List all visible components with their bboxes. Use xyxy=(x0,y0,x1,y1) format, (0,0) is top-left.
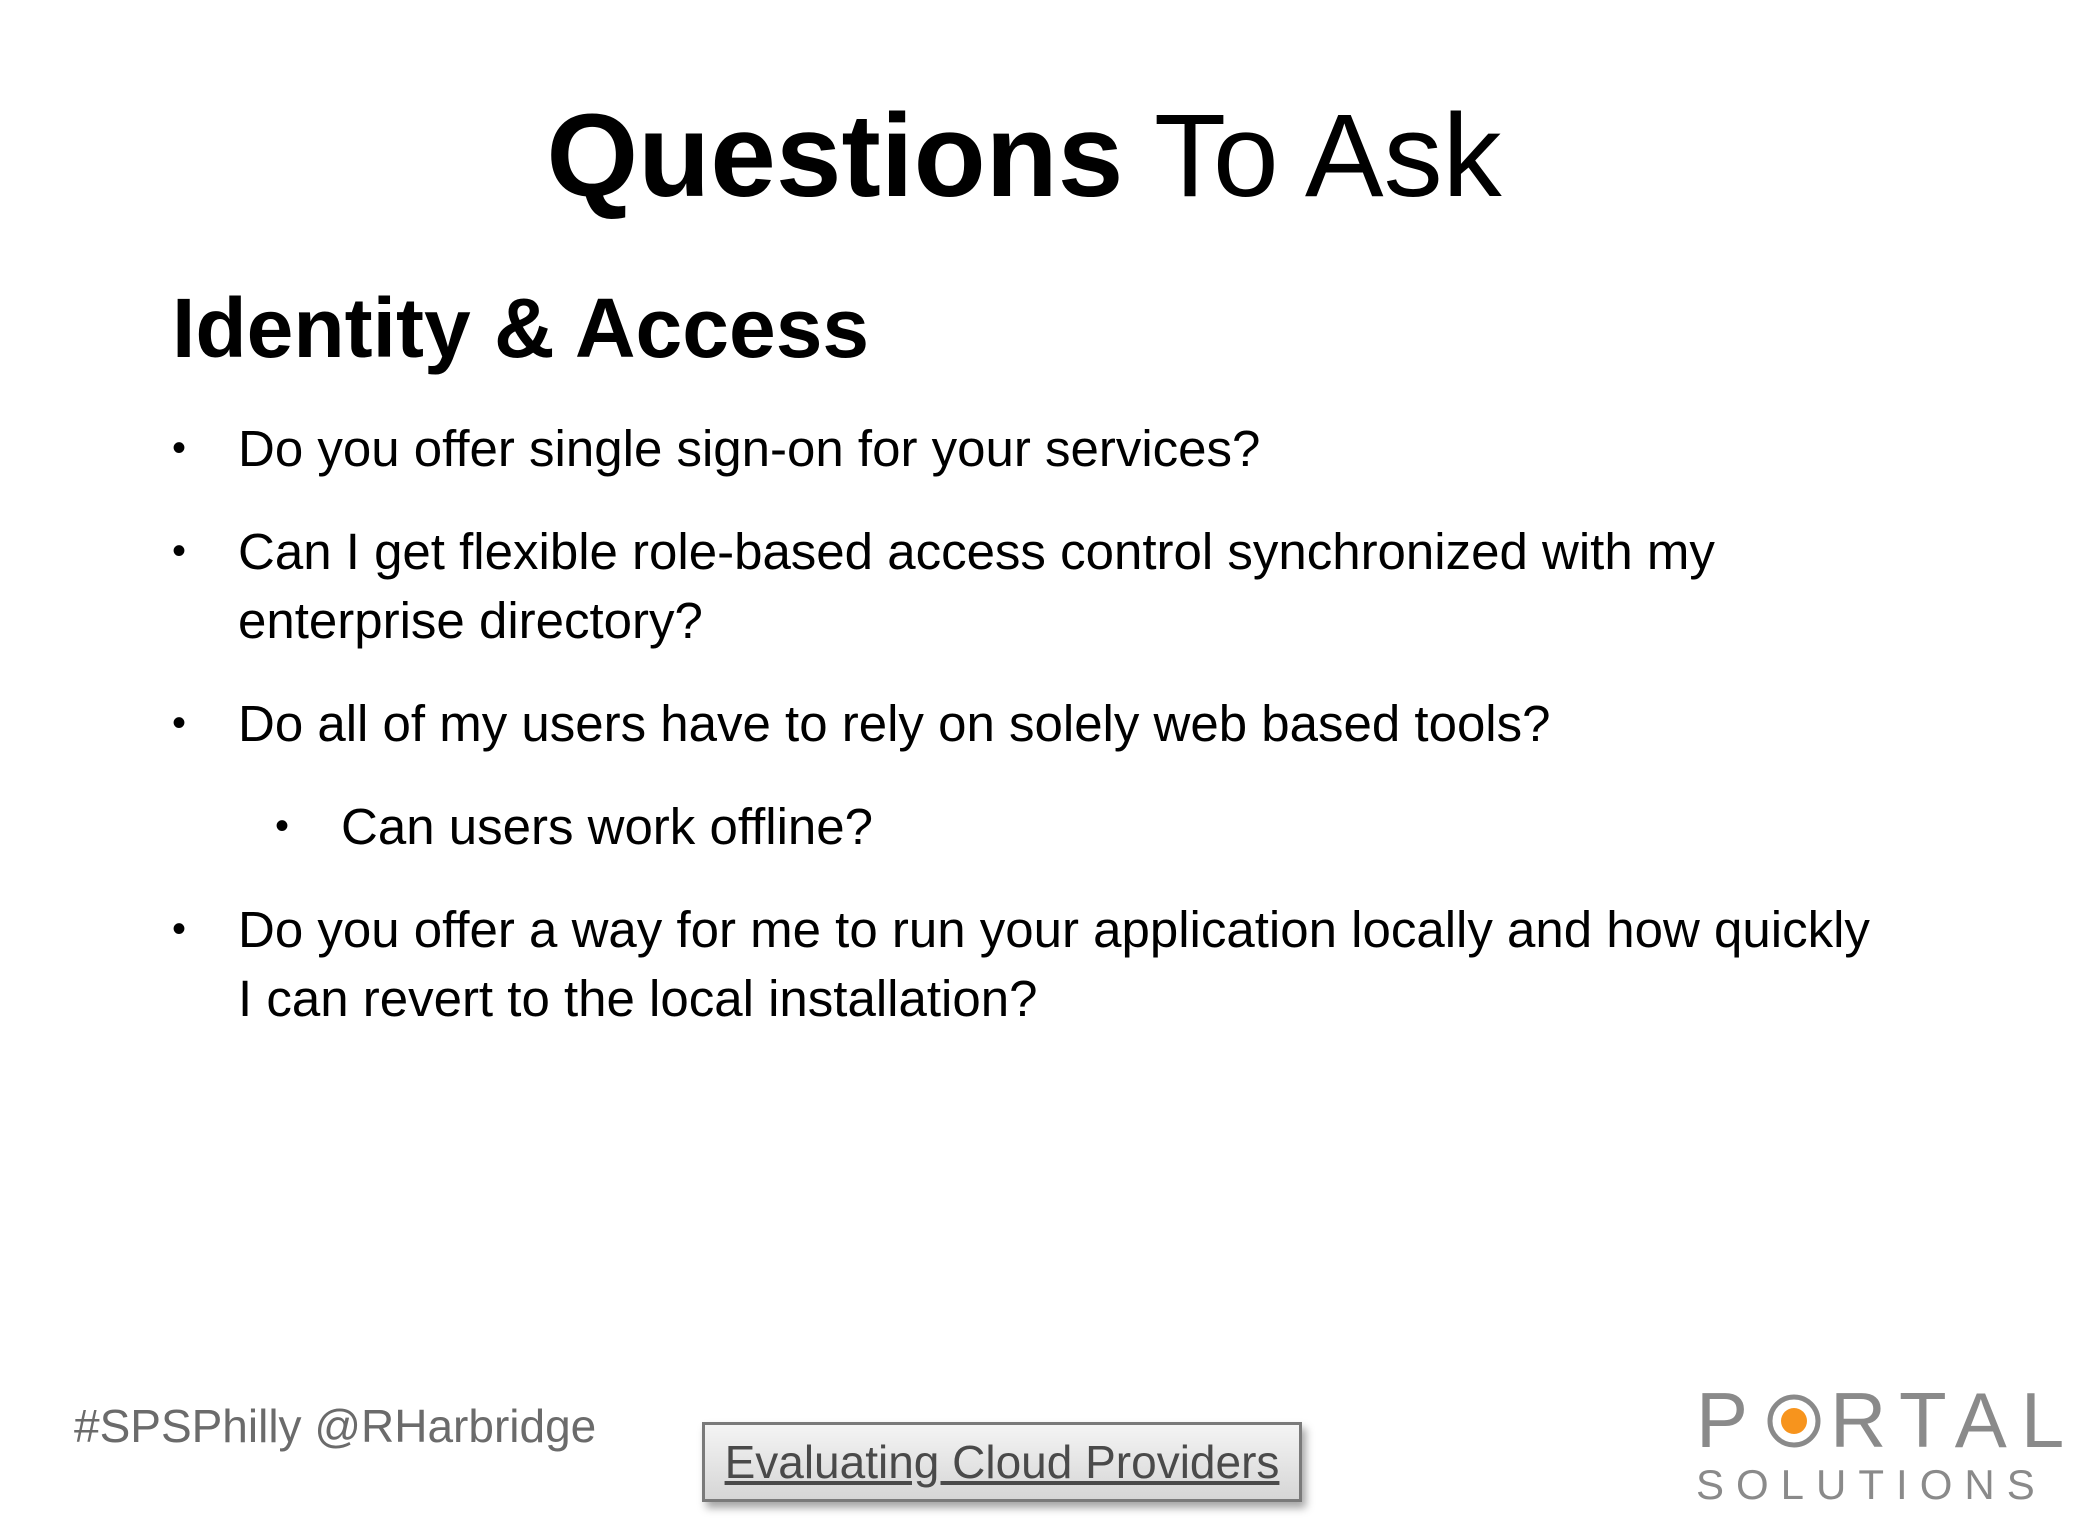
slide-title-rest: To Ask xyxy=(1123,90,1502,222)
bullet-item xyxy=(172,895,1872,1033)
bullet-item xyxy=(172,517,1872,655)
section-heading: Identity & Access xyxy=(172,281,870,375)
logo-wordmark-bottom: SOLUTIONS xyxy=(1696,1461,2047,1508)
bullet-item xyxy=(172,689,1872,758)
footer-link-button[interactable] xyxy=(702,1422,1302,1502)
bullet-text: Do you offer a way for me to run your application locally and how quickly I can revert to the local installation? xyxy=(238,901,1870,1027)
bullet-dot: • xyxy=(172,426,187,470)
slide-title-bold: Questions xyxy=(546,90,1124,222)
bullet-dot: • xyxy=(172,701,187,745)
portal-solutions-logo xyxy=(1696,1376,2078,1508)
logo-letters-rtal: RTAL xyxy=(1830,1376,2078,1464)
bullet-text: Do you offer single sign-on for your services? xyxy=(238,420,1261,477)
footer-link-label[interactable]: Evaluating Cloud Providers xyxy=(724,1436,1280,1488)
logo-letter-p: P xyxy=(1696,1376,1763,1464)
logo-orange-o-icon xyxy=(1766,1393,1822,1449)
footer-hashtag: #SPSPhilly @RHarbridge xyxy=(74,1400,597,1452)
bullet-text: Can users work offline? xyxy=(341,798,873,855)
bullet-dot: • xyxy=(172,907,187,951)
bullet-dot: • xyxy=(275,804,290,848)
bullet-dot: • xyxy=(172,529,187,573)
bullet-item xyxy=(172,414,1872,483)
bullet-text: Can I get flexible role-based access control synchronized with my enterprise directory? xyxy=(238,523,1715,649)
bullet-text: Do all of my users have to rely on solely web based tools? xyxy=(238,695,1551,752)
logo-wordmark-top xyxy=(1696,1378,2078,1462)
bullet-list xyxy=(172,414,1872,1067)
sub-bullet-item xyxy=(275,792,1872,861)
slide-title xyxy=(0,86,2048,226)
